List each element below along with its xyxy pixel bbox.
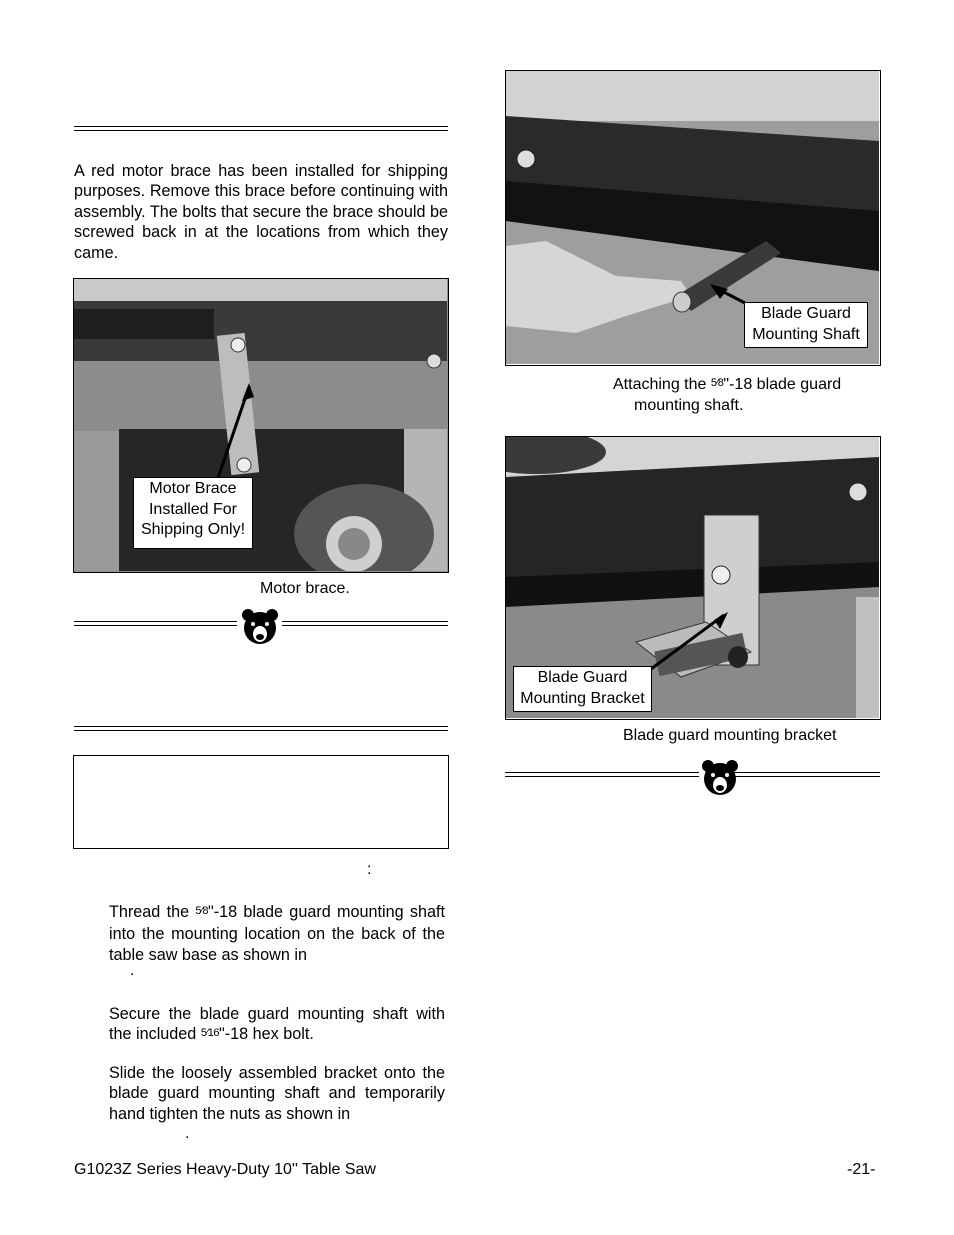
divider-rule-right xyxy=(282,621,448,626)
callout-line: Shipping Only! xyxy=(140,521,246,538)
fraction: 5⁄8 xyxy=(710,377,724,389)
callout-line: Mounting Shaft xyxy=(752,325,860,343)
step-3-end: . xyxy=(185,1125,190,1142)
section-rule-top xyxy=(74,126,448,131)
components-colon: : xyxy=(367,861,372,878)
motor-brace-photo xyxy=(73,278,449,573)
step-3: Slide the loosely assembled bracket onto the blade guard mounting shaft and temporarily hand tighten the nuts as shown in xyxy=(109,1064,445,1123)
mounting-shaft-caption xyxy=(613,375,841,396)
step-1 xyxy=(109,902,445,965)
callout-line: Motor Brace xyxy=(149,480,237,497)
step-1-text-b: "-18 blade guard mounting shaft into the mounting location on the back of the table saw base as shown in xyxy=(109,903,445,964)
motor-brace-caption: Motor brace. xyxy=(260,580,350,597)
callout-line: Blade Guard xyxy=(761,305,851,322)
step-1-end: . xyxy=(130,962,135,979)
page-number: -21- xyxy=(847,1161,876,1178)
caption-text-b: "-18 blade guard xyxy=(723,376,842,393)
mounting-bracket-caption: Blade guard mounting bracket xyxy=(623,727,837,744)
fraction: 5⁄16 xyxy=(200,1027,220,1040)
caption-text-a: Attaching the xyxy=(613,376,711,393)
intro-paragraph: A red motor brace has been installed for shipping purposes. Remove this brace before continuing with assembly. The bolts that secure the brace should be screwed back in at the locations from which they came. xyxy=(74,162,448,262)
callout-line: Blade Guard xyxy=(537,669,628,686)
footer-title: G1023Z Series Heavy-Duty 10'' Table Saw xyxy=(74,1161,376,1178)
notice-box xyxy=(73,755,449,849)
mounting-shaft-photo xyxy=(505,70,881,366)
motor-brace-callout xyxy=(133,477,253,549)
callout-line: Mounting Bracket xyxy=(520,689,645,707)
bear-logo-icon xyxy=(700,758,740,798)
fraction: 5⁄8 xyxy=(195,905,208,917)
step-2 xyxy=(109,1004,445,1047)
mounting-bracket-callout xyxy=(513,666,652,712)
bear-logo-icon xyxy=(240,607,280,647)
section-rule-mid xyxy=(74,726,448,731)
step-1-text-a: Thread the xyxy=(109,903,196,921)
step-2-text-a: Secure the blade guard mounting shaft with the included xyxy=(109,1005,445,1044)
motor-brace-illustration xyxy=(74,279,447,571)
divider-rule-left xyxy=(505,772,699,777)
mounting-bracket-photo xyxy=(505,436,881,720)
callout-line: Installed For xyxy=(148,500,238,518)
divider-rule-left xyxy=(74,621,237,626)
mounting-shaft-callout xyxy=(744,302,868,348)
step-2-text-b: "-18 hex bolt. xyxy=(219,1025,314,1044)
mounting-shaft-caption-line2: mounting shaft. xyxy=(634,397,744,414)
